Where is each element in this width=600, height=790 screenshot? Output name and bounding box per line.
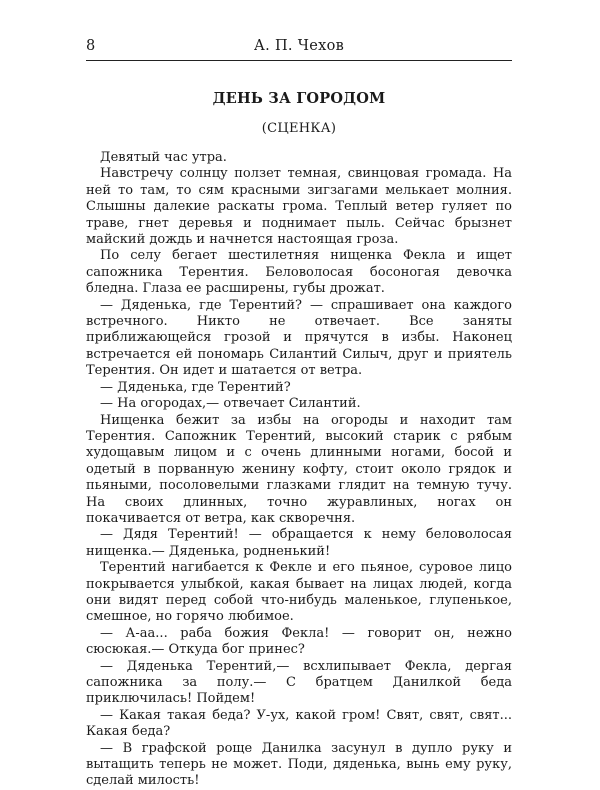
paragraph: Нищенка бежит за избы на огороды и находит там Терентия. Сапожник Терентий, высокий старик с рябым худощавым лицом и с очень длинными ногами, босой и одетый в порванную женину кофту, стоит около грядок и пьяными, посоловелыми глазками глядит на темную тучу. На своих длинных, точно журавлиных, ногах он покачивается от ветра, как скворечня.	[86, 412, 512, 526]
story-body	[86, 150, 512, 790]
paragraph: Терентий нагибается к Фекле и его пьяное, суровое лицо покрывается улыбкой, какая бывает на лицах людей, когда они видят перед собой что-нибудь маленькое, глупенькое, смешное, но горячо любимое.	[86, 560, 512, 625]
paragraph: — Какая такая беда? У-ух, какой гром! Свят, свят, свят... Какая беда?	[86, 707, 512, 740]
header-rule	[86, 60, 512, 61]
paragraph: — А-аа... раба божия Фекла! — говорит он, нежно сюсюкая.— Откуда бог принес?	[86, 625, 512, 658]
story-subtitle: (СЦЕНКА)	[261, 121, 337, 136]
book-page	[86, 36, 512, 790]
paragraph: — На огородах,— отвечает Силантий.	[100, 396, 361, 412]
story-title: ДЕНЬ ЗА ГОРОДОМ	[212, 90, 386, 107]
paragraph: — Дяденька, где Терентий?	[100, 379, 291, 395]
paragraph: Навстречу солнцу ползет темная, свинцовая громада. На ней то там, то сям красными зигзагами мелькает молния. Слышны далекие раскаты грома. Теплый ветер гуляет по траве, гнет деревья и поднимает пыль. Сейчас брызнет майский дождь и начнется настоящая гроза.	[86, 166, 512, 248]
paragraph: Девятый час утра.	[100, 150, 227, 165]
paragraph: — В графской роще Данилка засунул в дупло руку и вытащить теперь не может. Поди, дяденька, вынь ему руку, сделай милость!	[86, 740, 512, 789]
running-title-author: А. П. Чехов	[253, 38, 345, 54]
paragraph: — Дядя Терентий! — обращается к нему беловолосая нищенка.— Дяденька, родненький!	[86, 527, 512, 559]
paragraph: — Дяденька Терентий,— всхлипывает Фекла, дергая сапожника за полу.— С братцем Данилкой беда приключилась! Пойдем!	[86, 658, 512, 707]
paragraph: — Дяденька, где Терентий? — спрашивает она каждого встречного. Никто не отвечает. Все заняты приближающейся грозой и прячутся в избы. Наконец встречается ей пономарь Силантий Силыч, друг и приятель Терентия. Он идет и шатается от ветра.	[86, 297, 512, 379]
page-number: 8	[86, 38, 96, 54]
paragraph: По селу бегает шестилетняя нищенка Фекла и ищет сапожника Терентия. Беловолосая босоногая девочка бледна. Глаза ее расширены, губы дрожат.	[86, 248, 512, 297]
running-head	[86, 36, 512, 58]
